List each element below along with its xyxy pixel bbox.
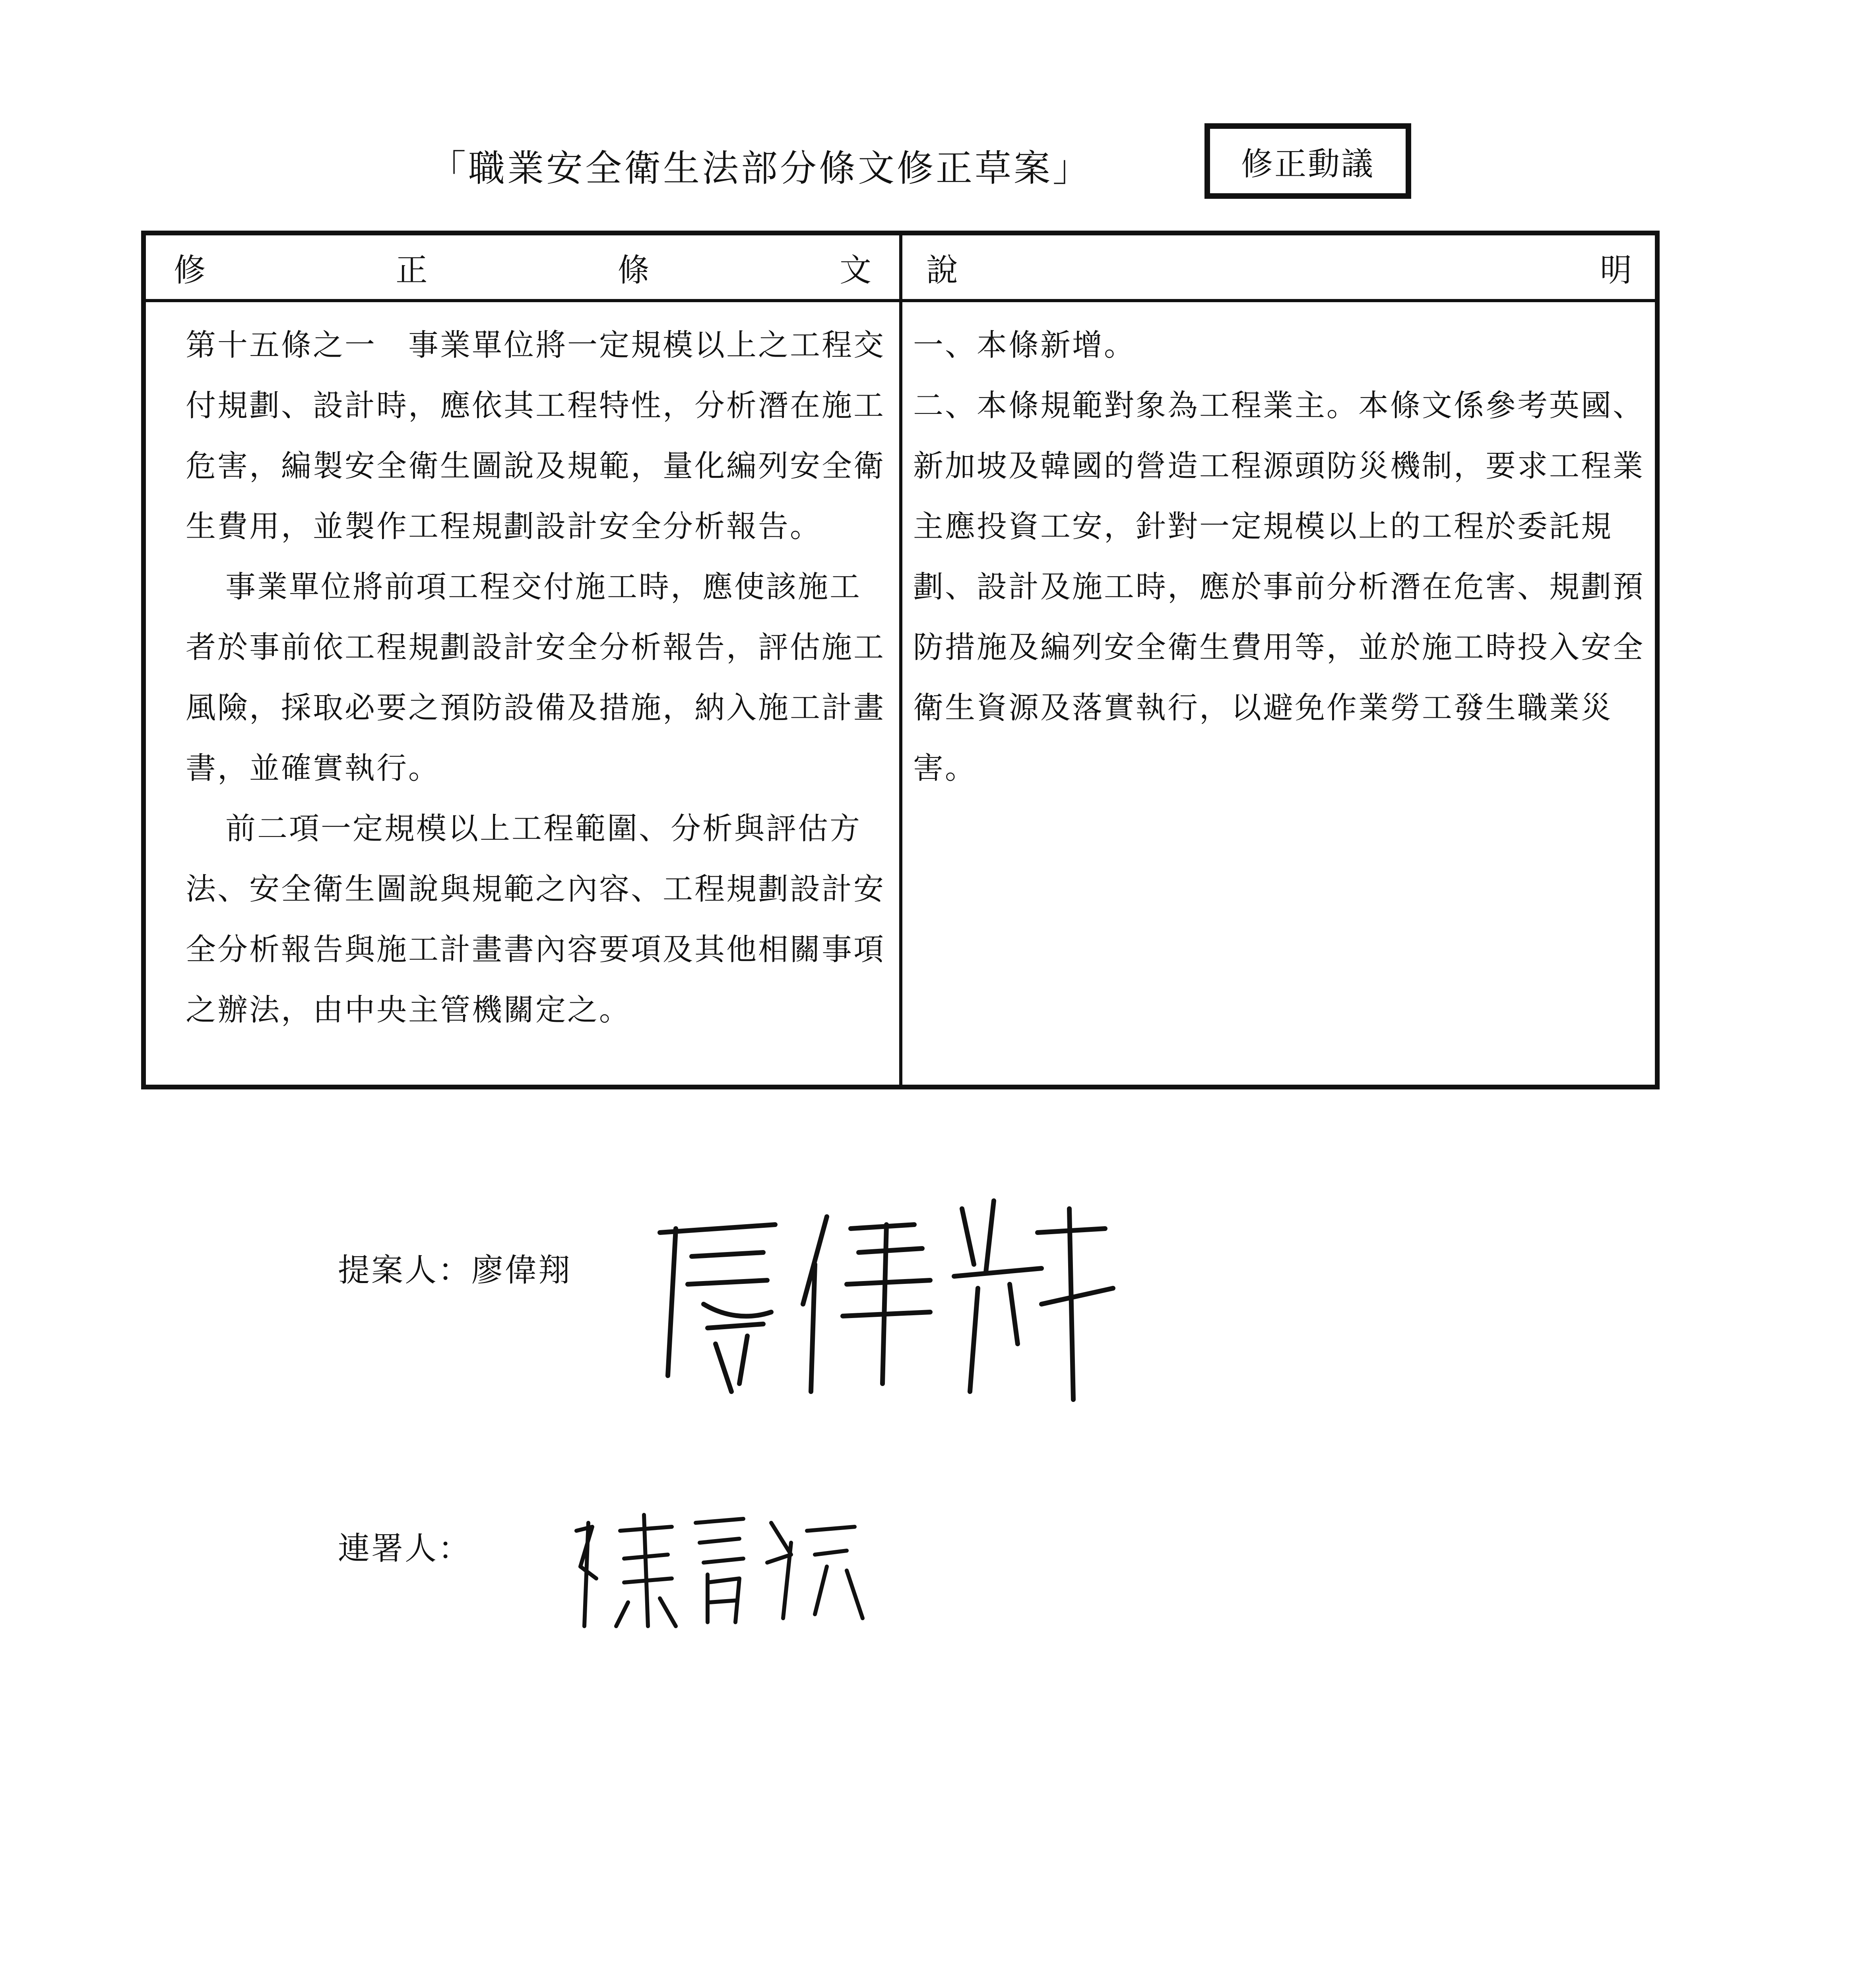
title-row: [429, 119, 1423, 207]
proposer-label: 提案人：廖偉翔: [338, 1252, 572, 1289]
header-char: 文: [839, 251, 871, 289]
header-char: 條: [617, 251, 650, 289]
header-rule: [146, 299, 1655, 302]
header-amended-article: [146, 235, 899, 299]
proposer-signature: [644, 1185, 1129, 1408]
header-explanation: [902, 235, 1656, 299]
explanation-cell: [913, 315, 1652, 798]
document-title: 「職業安全衛生法部分條文修正草案」: [429, 147, 1092, 190]
header-char: 明: [1600, 251, 1632, 289]
explanation-item: 二、本條規範對象為工程業主。本條文係參考英國、新加坡及韓國的營造工程源頭防災機制，要求工程業主應投資工安，針對一定規模以上的工程於委託規劃、設計及施工時，應於事前分析潛在危害、規劃預防措施及編列安全衛生費用等，並於施工時投入安全衛生資源及落實執行，以避免作業勞工發生職業災害。: [913, 388, 1645, 786]
column-divider: [899, 235, 902, 1085]
amended-article-cell: [186, 315, 885, 1040]
explanation-item: 一、本條新增。: [913, 327, 1136, 363]
header-char: 修: [174, 251, 206, 289]
motion-badge: [1204, 123, 1411, 199]
header-char: 正: [396, 251, 428, 289]
motion-badge-label: 修正動議: [1241, 145, 1375, 182]
article-paragraph: 第十五條之一 事業單位將一定規模以上之工程交付規劃、設計時，應依其工程特性，分析潛在施工危害，編製安全衛生圖說及規範，量化編列安全衛生費用，並製作工程規劃設計安全分析報告。: [186, 327, 885, 544]
cosigner-signature: [568, 1507, 871, 1634]
article-paragraph: 事業單位將前項工程交付施工時，應使該施工者於事前依工程規劃設計安全分析報告，評估施工風險，採取必要之預防設備及措施，納入施工計畫書，並確實執行。: [186, 569, 885, 786]
article-paragraph: 前二項一定規模以上工程範圍、分析與評估方法、安全衛生圖說與規範之內容、工程規劃設計安全分析報告與施工計畫書內容要項及其他相關事項之辦法，由中央主管機關定之。: [186, 811, 885, 1027]
amendment-table: [141, 231, 1660, 1089]
header-char: 說: [926, 251, 958, 289]
cosigner-label: 連署人：: [338, 1530, 471, 1567]
